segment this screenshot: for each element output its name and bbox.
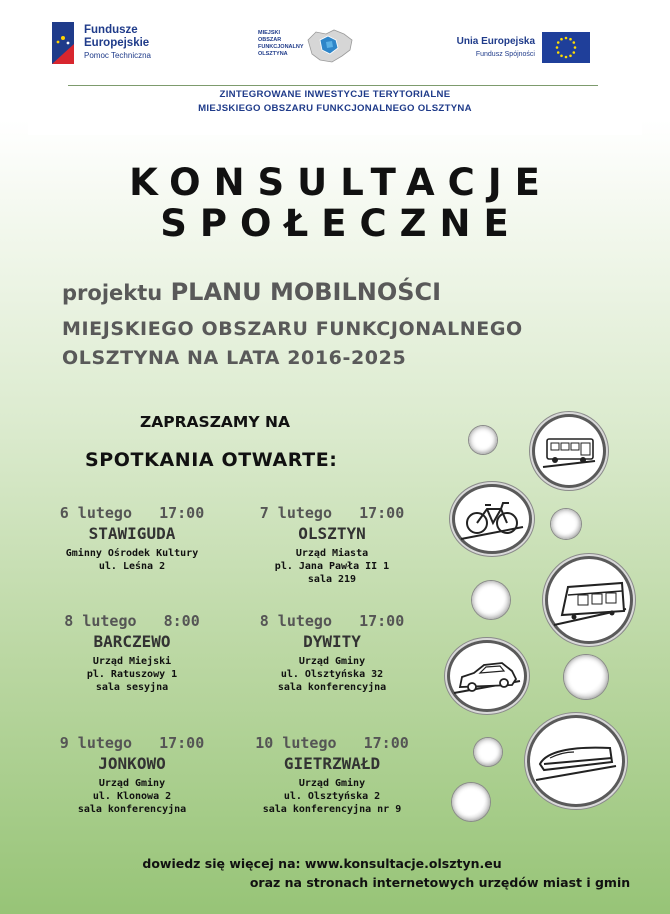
logo-ue-title: Unia Europejska xyxy=(456,36,535,47)
decor-bubble xyxy=(469,426,497,454)
event-card xyxy=(37,734,227,816)
decor-bubble xyxy=(474,738,502,766)
event-venue: Urząd Gminy xyxy=(298,778,366,789)
event-address: pl. Ratuszowy 1 xyxy=(86,669,178,680)
event-place: OLSZTYN xyxy=(298,524,366,543)
bicycle-icon xyxy=(455,487,529,551)
decor-bubble xyxy=(551,509,581,539)
event-address: pl. Jana Pawła II 1 xyxy=(274,561,390,572)
eu-flag-icon xyxy=(542,32,590,63)
logo-mof-line: OLSZTYNA xyxy=(258,51,288,57)
event-venue: Urząd Miejski xyxy=(92,656,172,667)
event-address: ul. Olsztyńska 2 xyxy=(283,791,381,802)
event-venue: Urząd Gminy xyxy=(98,778,166,789)
event-room: sala konferencyjna xyxy=(77,804,187,815)
event-card xyxy=(237,734,427,816)
main-title-line1: KONSULTACJE xyxy=(129,161,553,204)
car-icon xyxy=(450,643,524,709)
event-venue: Urząd Miasta xyxy=(295,548,369,559)
zit-title-line2: MIEJSKIEGO OBSZARU FUNKCJONALNEGO OLSZTYNA xyxy=(198,103,472,114)
event-date: 10 lutego 17:00 xyxy=(255,734,409,752)
event-venue: Urząd Gminy xyxy=(298,656,366,667)
footer-website-line: dowiedz się więcej na: www.konsultacje.olsztyn.eu xyxy=(142,856,502,871)
logo-unia-europejska xyxy=(425,30,625,70)
subtitle-prefix: projektu xyxy=(62,281,163,305)
subtitle-line2: MIEJSKIEGO OBSZARU FUNKCJONALNEGO xyxy=(62,318,523,340)
logo-ue-subtitle: Fundusz Spójności xyxy=(475,51,535,58)
decor-bubble xyxy=(472,581,510,619)
event-address: ul. Leśna 2 xyxy=(98,561,166,572)
logo-mof-line: MIEJSKI xyxy=(258,30,281,36)
event-room: sala 219 xyxy=(307,574,357,585)
bus-icon xyxy=(535,417,603,485)
logo-fe-line1: Fundusze xyxy=(84,24,138,36)
event-card xyxy=(37,612,227,694)
logo-mof-line: FUNKCJONALNY xyxy=(258,44,304,50)
main-title-line2: SPOŁECZNE xyxy=(160,202,522,245)
event-address: ul. Klonowa 2 xyxy=(92,791,172,802)
event-card xyxy=(37,504,227,573)
bicycle-bubble xyxy=(455,487,529,551)
event-place: STAWIGUDA xyxy=(88,524,176,543)
event-place: BARCZEWO xyxy=(93,632,171,651)
bus-bubble xyxy=(535,417,603,485)
logo-fe-title xyxy=(84,24,149,50)
event-date: 8 lutego 17:00 xyxy=(259,612,405,630)
event-place: GIETRZWAŁD xyxy=(283,754,381,773)
subtitle-highlight: PLANU MOBILNOŚCI xyxy=(170,278,442,306)
region-map-icon xyxy=(302,26,358,66)
event-room: sala sesyjna xyxy=(95,682,169,693)
logo-fundusze-europejskie xyxy=(52,22,162,68)
event-card xyxy=(237,612,427,694)
logo-fe-line2: Europejskie xyxy=(84,37,150,49)
event-room: sala konferencyjna xyxy=(277,682,387,693)
logo-mof-line: OBSZAR xyxy=(258,37,282,43)
event-address: ul. Olsztyńska 32 xyxy=(280,669,384,680)
meetings-heading: SPOTKANIA OTWARTE: xyxy=(85,449,338,471)
event-date: 6 lutego 17:00 xyxy=(59,504,205,522)
event-date: 9 lutego 17:00 xyxy=(59,734,205,752)
event-date: 7 lutego 17:00 xyxy=(259,504,405,522)
train-bubble xyxy=(530,718,622,804)
header-divider xyxy=(68,85,598,86)
decor-bubble xyxy=(452,783,490,821)
car-bubble xyxy=(450,643,524,709)
subtitle-line1 xyxy=(62,278,441,306)
invite-heading: ZAPRASZAMY NA xyxy=(140,413,290,431)
fundusze-flag-icon xyxy=(52,22,74,64)
event-place: DYWITY xyxy=(303,632,361,651)
tram-icon xyxy=(548,559,630,641)
logo-mof-olsztyna xyxy=(258,26,368,66)
event-room: sala konferencyjna nr 9 xyxy=(262,804,402,815)
footer-info-line: oraz na stronach internetowych urzędów miast i gmin xyxy=(249,875,631,890)
subtitle-line3: OLSZTYNA NA LATA 2016-2025 xyxy=(62,347,407,369)
zit-title-line1: ZINTEGROWANE INWESTYCJE TERYTORIALNE xyxy=(219,89,451,100)
tram-bubble xyxy=(548,559,630,641)
decor-bubble xyxy=(564,655,608,699)
train-icon xyxy=(530,718,622,804)
event-venue: Gminny Ośrodek Kultury xyxy=(65,548,199,559)
event-card xyxy=(237,504,427,586)
logo-fe-subtitle: Pomoc Techniczna xyxy=(84,51,151,60)
event-date: 8 lutego 8:00 xyxy=(64,612,200,630)
event-place: JONKOWO xyxy=(98,754,166,773)
